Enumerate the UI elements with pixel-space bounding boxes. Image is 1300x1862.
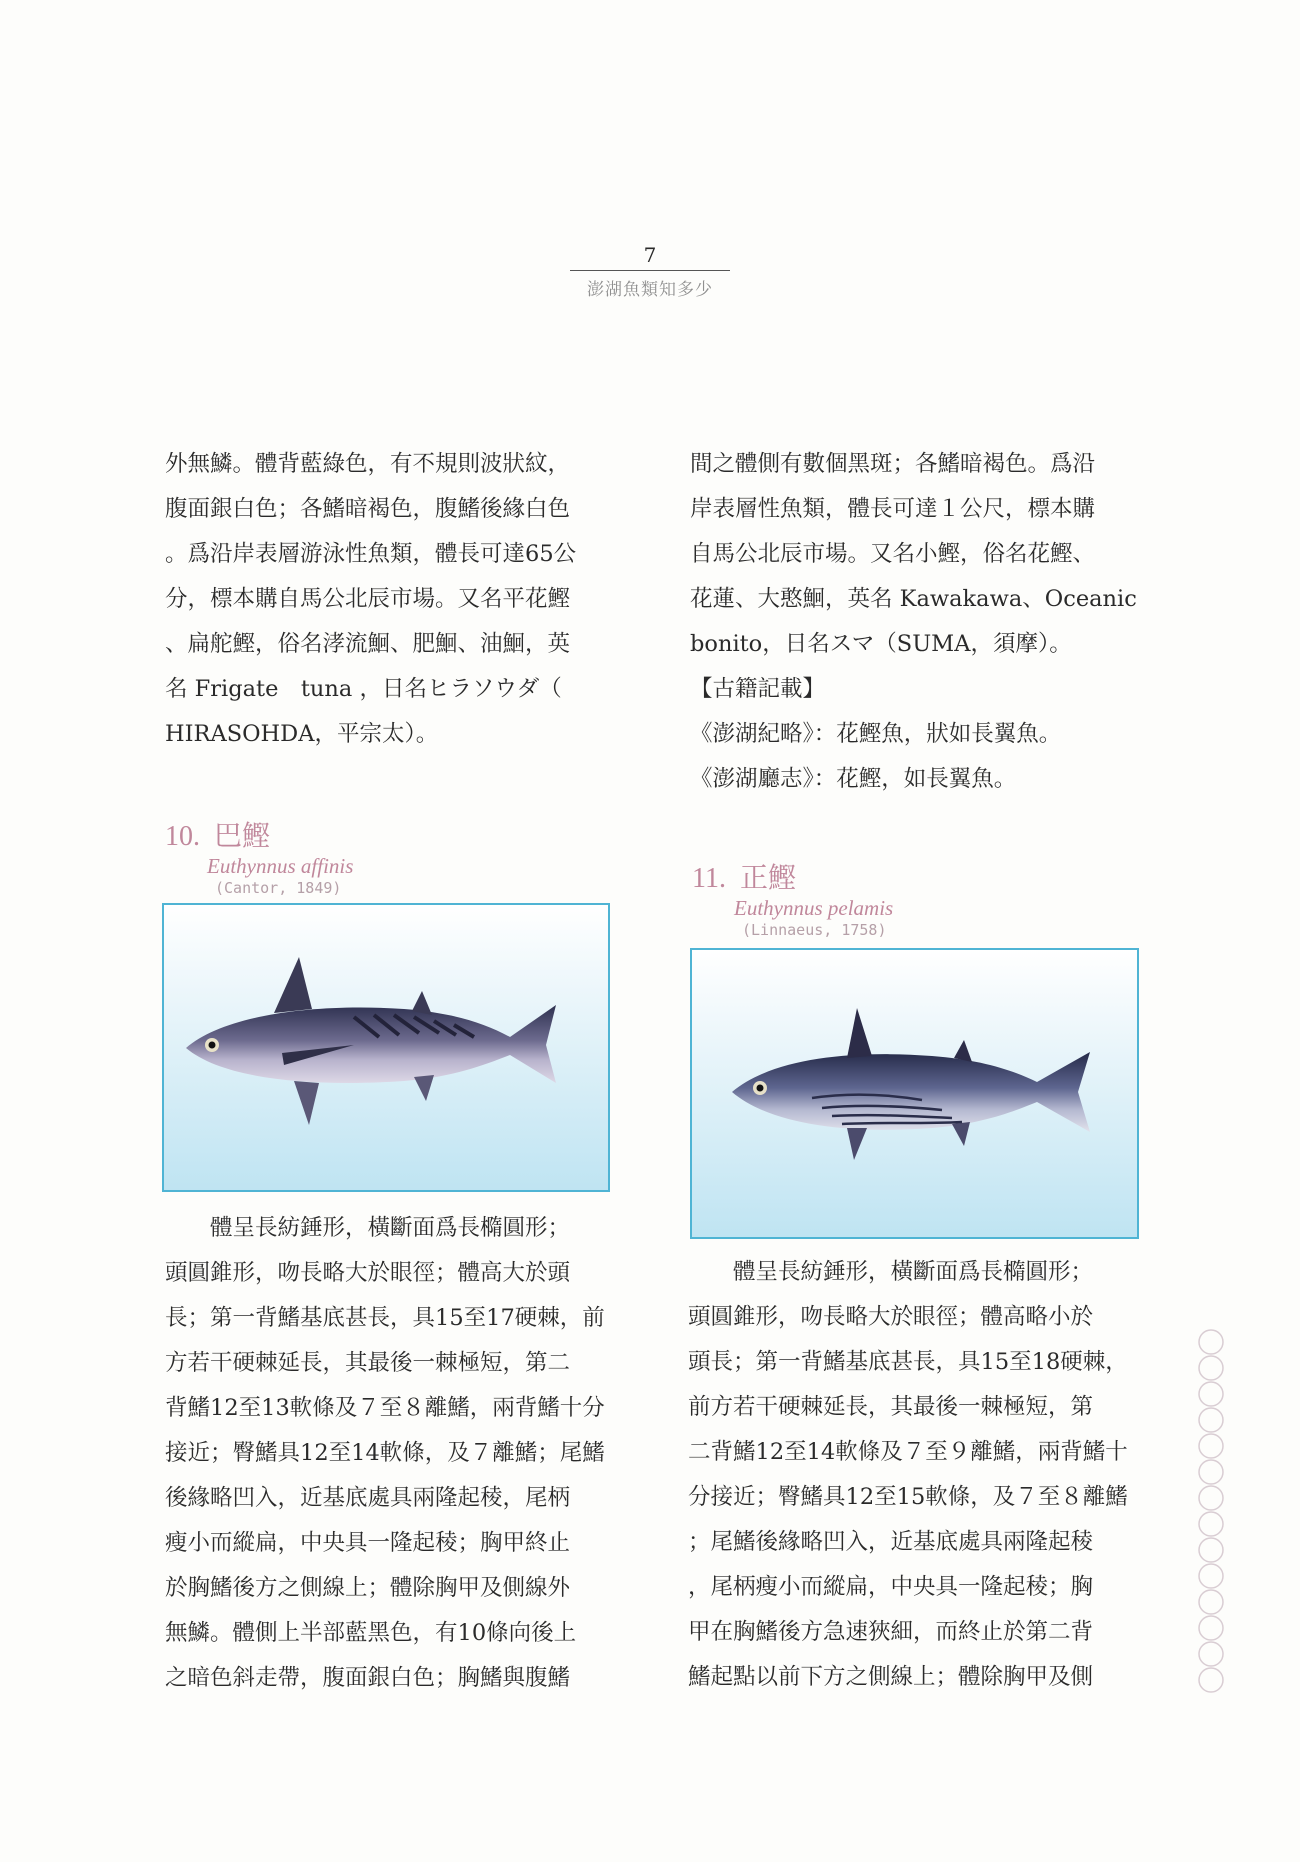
species-scientific-name: Euthynnus affinis xyxy=(207,854,354,878)
text-line: 。爲沿岸表層游泳性魚類，體長可達65公 xyxy=(165,541,577,567)
header-rule xyxy=(570,270,730,271)
species-number: 11. xyxy=(692,863,726,894)
page-number: 7 xyxy=(643,243,657,267)
text-line: 鰭起點以前下方之側線上；體除胸甲及側 xyxy=(688,1664,1094,1690)
text-line: ；尾鰭後緣略凹入，近基底處具兩隆起稜 xyxy=(688,1529,1094,1555)
text-line: 花蓮、大憨鮰，英名 Kawakawa、Oceanic xyxy=(690,586,1137,612)
species-author: (Linnaeus, 1758) xyxy=(742,921,887,939)
text-line: 方若干硬棘延長，其最後一棘極短，第二 xyxy=(165,1350,571,1376)
text-line: 間之體側有數個黑斑；各鰭暗褐色。爲沿 xyxy=(690,451,1096,477)
decorative-scallop-pattern xyxy=(1193,1328,1229,1708)
text-line: 頭長；第一背鰭基底甚長，具15至18硬棘， xyxy=(688,1349,1128,1375)
text-line: 《澎湖廳志》：花鰹，如長翼魚。 xyxy=(690,766,1017,792)
skipjack-fish-illustration xyxy=(692,950,1137,1237)
species-common-name: 巴鰹 xyxy=(214,821,271,852)
species-10-photo xyxy=(162,903,610,1192)
text-line: 【古籍記載】 xyxy=(690,676,826,702)
species-11-photo xyxy=(690,948,1139,1239)
text-line: 甲在胸鰭後方急速狹細，而終止於第二背 xyxy=(688,1619,1094,1645)
text-line: 腹面銀白色；各鰭暗褐色，腹鰭後緣白色 xyxy=(165,496,571,522)
col1-continued-text xyxy=(165,442,620,757)
species-11-heading xyxy=(692,862,893,940)
col2-continued-text xyxy=(690,442,1145,802)
species-scientific-name: Euthynnus pelamis xyxy=(734,896,894,920)
text-line: 無鱗。體側上半部藍黑色，有10條向後上 xyxy=(165,1620,577,1646)
species-10-description xyxy=(165,1206,620,1701)
text-line: bonito，日名スマ（SUMA，須摩）。 xyxy=(690,631,1072,657)
text-line: 體呈長紡錘形，橫斷面爲長橢圓形； xyxy=(688,1259,1094,1285)
text-line: 於胸鰭後方之側線上；體除胸甲及側線外 xyxy=(165,1575,571,1601)
text-line: 接近；臀鰭具12至14軟條，及７離鰭；尾鰭 xyxy=(165,1440,605,1466)
species-10-heading xyxy=(165,820,353,898)
text-line: ，尾柄瘦小而縱扁，中央具一隆起稜；胸 xyxy=(688,1574,1094,1600)
text-line: 自馬公北辰市場。又名小鰹，俗名花鰹、 xyxy=(690,541,1096,567)
text-line: 外無鱗。體背藍綠色，有不規則波狀紋， xyxy=(165,451,571,477)
text-line: 頭圓錐形，吻長略大於眼徑；體高大於頭 xyxy=(165,1260,571,1286)
book-title: 澎湖魚類知多少 xyxy=(587,280,713,300)
text-line: HIRASOHDA，平宗太）。 xyxy=(165,721,439,747)
species-11-description xyxy=(688,1250,1143,1700)
text-line: 瘦小而縱扁，中央具一隆起稜；胸甲終止 xyxy=(165,1530,571,1556)
text-line: 後緣略凹入，近基底處具兩隆起稜，尾柄 xyxy=(165,1485,571,1511)
text-line: 《澎湖紀略》：花鰹魚，狀如長翼魚。 xyxy=(690,721,1062,747)
text-line: 體呈長紡錘形，橫斷面爲長橢圓形； xyxy=(165,1215,571,1241)
species-common-name: 正鰹 xyxy=(739,863,796,894)
text-line: 背鰭12至13軟條及７至８離鰭，兩背鰭十分 xyxy=(165,1395,605,1421)
text-line: 長；第一背鰭基底甚長，具15至17硬棘，前 xyxy=(165,1305,605,1331)
species-author: (Cantor, 1849) xyxy=(215,879,342,897)
text-line: 之暗色斜走帶，腹面銀白色；胸鰭與腹鰭 xyxy=(165,1665,571,1691)
text-line: 分，標本購自馬公北辰市場。又名平花鰹 xyxy=(165,586,571,612)
text-line: 頭圓錐形，吻長略大於眼徑；體高略小於 xyxy=(688,1304,1094,1330)
text-line: 二背鰭12至14軟條及７至９離鰭，兩背鰭十 xyxy=(688,1439,1128,1465)
text-line: 、扁舵鰹，俗名涍流鮰、肥鮰、油鮰，英 xyxy=(165,631,571,657)
text-line: 分接近；臀鰭具12至15軟條，及７至８離鰭 xyxy=(688,1484,1128,1510)
text-line: 岸表層性魚類，體長可達１公尺，標本購 xyxy=(690,496,1096,522)
running-header xyxy=(570,243,730,300)
bonito-fish-illustration xyxy=(164,905,608,1190)
species-number: 10. xyxy=(165,821,200,852)
text-line: 名 Frigate tuna ，日名ヒラソウダ（ xyxy=(165,676,562,702)
text-line: 前方若干硬棘延長，其最後一棘極短，第 xyxy=(688,1394,1094,1420)
